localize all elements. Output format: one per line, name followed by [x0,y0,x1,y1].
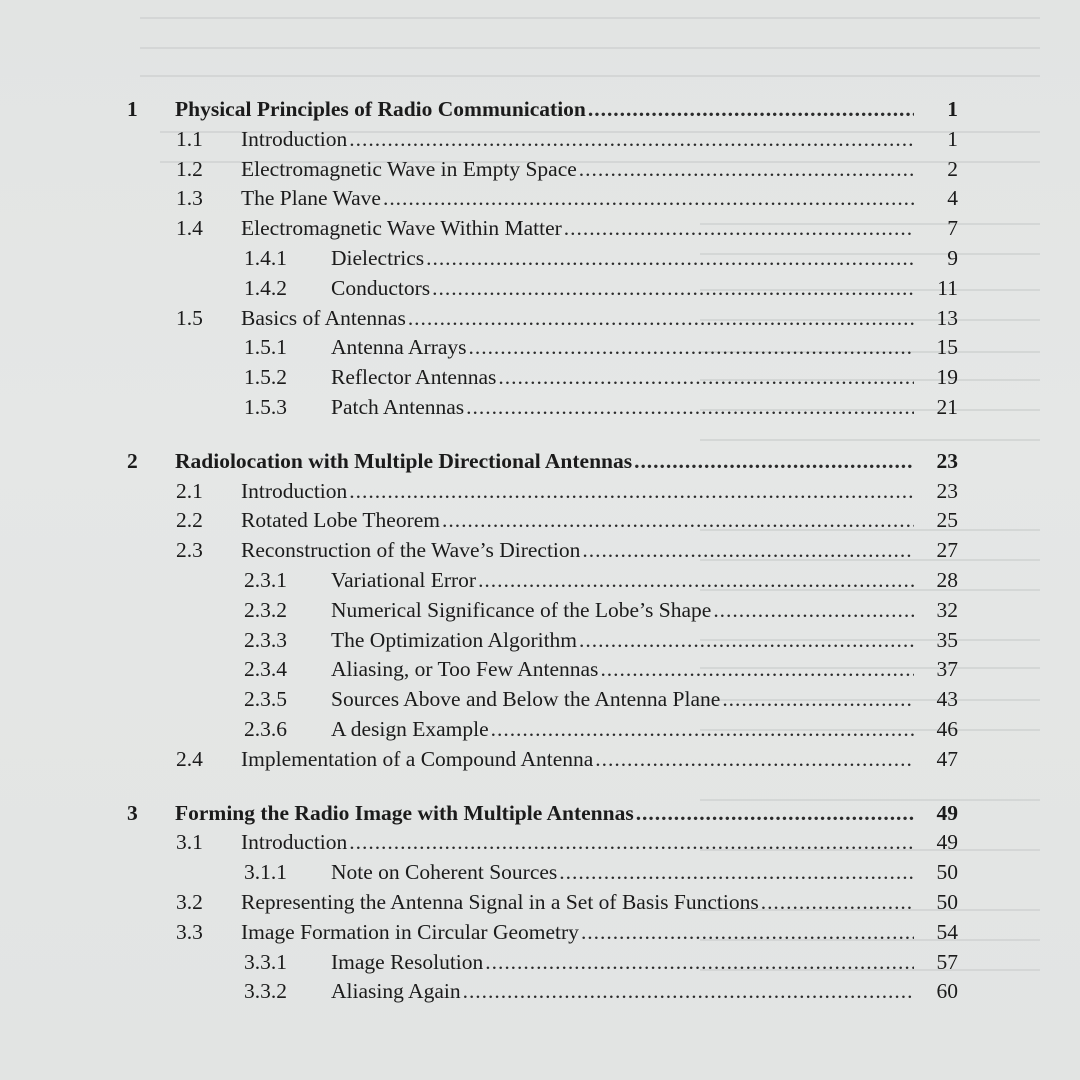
dot-leader [478,565,914,595]
toc-entry-title-with-leader [241,303,914,333]
toc-page-number: 1 [947,97,958,121]
dot-leader [498,362,914,392]
toc-entry-title: Antenna Arrays [331,335,467,360]
toc-page-number: 25 [936,508,958,533]
toc-entry-number: 1.5.1 [244,335,287,360]
dot-leader [564,213,914,243]
toc-entry-title-with-leader [241,154,914,184]
toc-entry-title-with-leader [241,124,914,154]
toc-entry-number: 3.1.1 [244,860,287,885]
toc-entry-title-with-leader [331,332,914,362]
dot-leader [588,94,914,124]
toc-page-number: 54 [936,919,958,944]
toc-entry-title-with-leader [175,94,914,124]
toc-entry-number: 3.3 [176,919,203,944]
toc-subsection[interactable] [0,243,958,273]
toc-entry-title-with-leader [331,362,914,392]
toc-page-number: 23 [936,478,958,503]
toc-entry-title-with-leader [241,827,914,857]
toc-entry-title: Image Resolution [331,949,484,974]
toc-subsection[interactable] [0,625,958,655]
toc-entry-title-with-leader [331,595,914,625]
toc-page-number: 1 [947,126,958,151]
toc-entry-number: 1.5 [176,305,203,330]
toc-page-number: 2 [947,156,958,181]
toc-entry-title: Variational Error [331,568,477,592]
dot-leader [582,535,914,565]
toc-section[interactable] [0,744,958,774]
toc-subsection[interactable] [0,565,958,595]
dot-leader [722,684,914,714]
toc-entry-title-with-leader [331,392,914,422]
toc-page-number: 35 [936,627,958,652]
toc-entry-title-with-leader [175,446,914,476]
toc-entry-title-with-leader [331,625,914,655]
toc-section[interactable] [0,535,958,565]
toc-entry-title: The Plane Wave [241,186,381,211]
toc-entry-number: 1 [127,97,138,121]
toc-entry-title-with-leader [331,654,914,684]
toc-entry-number: 2.3.1 [244,568,287,592]
toc-entry-number: 1.3 [176,186,203,211]
toc-entry-title: Physical Principles of Radio Communication [175,97,586,121]
toc-subsection[interactable] [0,947,958,977]
toc-page-number: 7 [947,216,958,241]
toc-page-number: 49 [936,830,958,855]
toc-page-number: 46 [936,717,958,741]
toc-subsection[interactable] [0,684,958,714]
toc-section[interactable] [0,303,958,333]
toc-section[interactable] [0,213,958,243]
toc-page-number: 43 [936,687,958,712]
toc-section[interactable] [0,183,958,213]
toc-entry-title: Patch Antennas [331,395,465,419]
toc-entry-title: Aliasing Again [331,979,461,1004]
dot-leader [383,183,914,213]
toc-entry-title-with-leader [241,476,914,506]
toc-section[interactable] [0,124,958,154]
toc-page-number: 15 [936,335,958,360]
toc-subsection[interactable] [0,362,958,392]
toc-page-number: 57 [936,949,958,974]
dot-leader [463,976,914,1006]
toc-entry-title-with-leader [331,976,914,1006]
toc-section[interactable] [0,476,958,506]
toc-entry-title: Radiolocation with Multiple Directional Antennas [175,448,633,473]
toc-entry-title: Introduction [241,830,348,855]
toc-entry-title-with-leader [331,857,914,887]
dot-leader [595,744,914,774]
toc-page-number: 32 [936,597,958,622]
toc-chapter[interactable] [0,94,958,124]
toc-entry-number: 1.5.3 [244,395,287,419]
toc-subsection[interactable] [0,976,958,1006]
toc-page-number: 11 [937,275,958,300]
toc-entry-title: Numerical Significance of the Lobe’s Shape [331,597,712,622]
toc-section[interactable] [0,887,958,917]
toc-subsection[interactable] [0,857,958,887]
toc-subsection[interactable] [0,332,958,362]
toc-entry-number: 2.3.6 [244,717,287,741]
toc-section[interactable] [0,917,958,947]
toc-entry-title: Image Formation in Circular Geometry [241,919,579,944]
toc-entry-number: 2.3.3 [244,627,287,652]
toc-entry-title: Electromagnetic Wave Within Matter [241,216,562,241]
toc-section[interactable] [0,505,958,535]
toc-subsection[interactable] [0,714,958,744]
toc-entry-number: 1.2 [176,156,203,181]
toc-section[interactable] [0,827,958,857]
toc-entry-number: 1.4.2 [244,275,287,300]
toc-entry-title-with-leader [241,887,914,917]
toc-entry-title-with-leader [331,273,914,303]
dot-leader [761,887,914,917]
toc-entry-title: Reconstruction of the Wave’s Direction [241,538,581,563]
toc-page-number: 60 [936,979,958,1004]
toc-subsection[interactable] [0,273,958,303]
toc-entry-title: Conductors [331,275,431,300]
toc-entry-title-with-leader [331,565,914,595]
toc-subsection[interactable] [0,595,958,625]
toc-entry-number: 1.1 [176,126,203,151]
toc-entry-number: 1.4.1 [244,246,287,270]
toc-section[interactable] [0,154,958,184]
dot-leader [349,124,914,154]
toc-page-number: 27 [936,538,958,563]
toc-entry-title: Basics of Antennas [241,305,406,330]
toc-entry-title-with-leader [331,714,914,744]
toc-entry-title: Sources Above and Below the Antenna Plane [331,687,721,712]
toc-entry-number: 1.5.2 [244,365,287,390]
toc-entry-title-with-leader [331,243,914,273]
dot-leader [432,273,914,303]
toc-page-number: 9 [947,246,958,270]
toc-entry-title: Implementation of a Compound Antenna [241,746,594,771]
toc-entry-title-with-leader [331,684,914,714]
toc-page-number: 50 [936,860,958,885]
toc-entry-title-with-leader [241,744,914,774]
dot-leader [559,857,914,887]
dot-leader [634,446,914,476]
toc-entry-title-with-leader [175,798,914,828]
dot-leader [466,392,914,422]
toc-entry-number: 2.3.5 [244,687,287,712]
toc-entry-title: Forming the Radio Image with Multiple Antennas [175,800,634,825]
toc-page-number: 37 [936,657,958,682]
toc-entry-number: 2.4 [176,746,203,771]
toc-entry-title-with-leader [241,535,914,565]
toc-page-number: 23 [936,448,958,473]
toc-entry-number: 3.3.1 [244,949,287,974]
toc-entry-number: 2.3.4 [244,657,287,682]
toc-entry-title: Note on Coherent Sources [331,860,558,885]
toc-entry-number: 2.1 [176,478,203,503]
toc-entry-number: 2.2 [176,508,203,533]
dot-leader [491,714,914,744]
toc-entry-title: Introduction [241,478,348,503]
toc-page-number: 21 [936,395,958,419]
toc-subsection[interactable] [0,654,958,684]
toc-entry-title: A design Example [331,717,489,741]
toc-entry-title-with-leader [241,183,914,213]
toc-chapter[interactable] [0,446,958,476]
dot-leader [349,476,914,506]
toc-chapter[interactable] [0,798,958,828]
dot-leader [579,154,914,184]
toc-entry-title: The Optimization Algorithm [331,627,578,652]
toc-entry-title: Aliasing, or Too Few Antennas [331,657,599,682]
dot-leader [713,595,914,625]
toc-entry-number: 2.3.2 [244,597,287,622]
dot-leader [581,917,914,947]
toc-entry-title: Introduction [241,126,348,151]
toc-entry-title: Reflector Antennas [331,365,497,390]
toc-page-number: 13 [936,305,958,330]
toc-entry-number: 3 [127,800,138,825]
toc-entry-title-with-leader [241,213,914,243]
toc-page-number: 47 [936,746,958,771]
toc-entry-title-with-leader [241,917,914,947]
toc-page-number: 19 [936,365,958,390]
toc-entry-title-with-leader [331,947,914,977]
toc-entry-number: 3.3.2 [244,979,287,1004]
dot-leader [485,947,914,977]
toc-entry-number: 1.4 [176,216,203,241]
toc-entry-title-with-leader [241,505,914,535]
toc-entry-title: Electromagnetic Wave in Empty Space [241,156,577,181]
dot-leader [426,243,914,273]
dot-leader [579,625,914,655]
toc-subsection[interactable] [0,392,958,422]
dot-leader [636,798,914,828]
toc-entry-title: Dielectrics [331,246,425,270]
toc-entry-number: 3.1 [176,830,203,855]
toc-page-number: 4 [947,186,958,211]
dot-leader [408,303,914,333]
toc-entry-number: 3.2 [176,890,203,914]
toc-page-number: 50 [936,890,958,914]
dot-leader [349,827,914,857]
toc-entry-number: 2 [127,448,138,473]
toc-page-number: 28 [936,568,958,592]
toc-entry-number: 2.3 [176,538,203,563]
dot-leader [600,654,914,684]
dot-leader [442,505,914,535]
toc-entry-title: Rotated Lobe Theorem [241,508,441,533]
toc-page-number: 49 [936,800,958,825]
dot-leader [469,332,914,362]
toc-entry-title: Representing the Antenna Signal in a Set of Basis Functions [241,890,759,914]
